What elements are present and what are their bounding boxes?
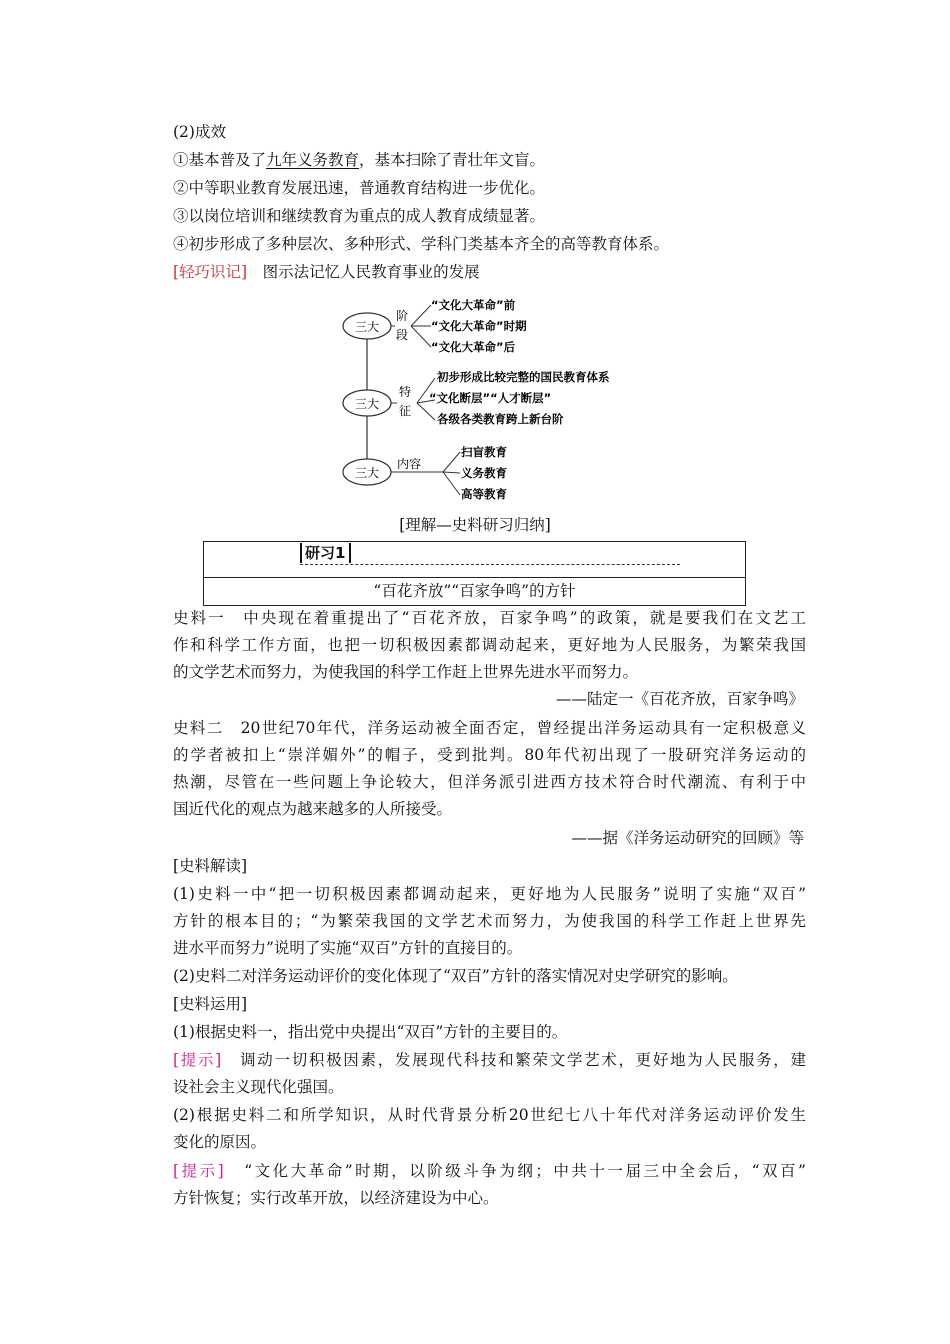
node-category: 阶 [396, 309, 409, 323]
interpretation-line: (2)史料二对洋务运动评价的变化体现了“双百”方针的落实情况对史学研究的影响。 [173, 967, 738, 985]
study-box-header [203, 541, 746, 577]
branch-text: 各级各类教育跨上新台阶 [437, 412, 564, 426]
node-category: 特 [399, 385, 412, 399]
interpretation-line: (1)史料一中“把一切积极因素都调动起来，更好地为人民服务”说明了实施“双百” [173, 885, 806, 903]
branch-text: “文化大革命”时期 [431, 319, 527, 333]
study-title: “百花齐放”“百家争鸣”的方针 [203, 577, 746, 606]
memory-line [173, 262, 480, 282]
interpretation-heading: [史料解读] [173, 857, 248, 875]
branch-text: “文化大革命”后 [431, 340, 516, 354]
branch-text: “文化断层”“人才断层” [429, 391, 552, 405]
education-diagram [335, 290, 655, 500]
hint-tag: [提示] [173, 1162, 224, 1180]
source1-citation: ——陆定一《百花齐放，百家争鸣》 [555, 690, 804, 708]
effects-item-2: ②中等职业教育发展迅速，普通教育结构进一步优化。 [173, 179, 546, 197]
node-label: 三大 [354, 397, 380, 411]
dashed-divider [300, 564, 680, 565]
node-category: 段 [396, 328, 409, 342]
answer-2-line: [提示] “文化大革命”时期，以阶级斗争为纲；中共十一届三中全会后，“双百” [173, 1162, 806, 1180]
source2-line: 史料二 20世纪70年代，洋务运动被全面否定，曾经提出洋务运动具有一定积极意义 [173, 719, 806, 737]
node-category: 征 [399, 404, 412, 418]
memory-text: 图示法记忆人民教育事业的发展 [262, 263, 480, 281]
branch-text: “文化大革命”前 [431, 298, 516, 312]
node-label: 三大 [354, 320, 380, 334]
source2-line: 热潮，尽管在一些问题上争论较大，但洋务派引进西方技术符合时代潮流、有利于中 [173, 773, 806, 791]
effects-heading: (2)成效 [173, 123, 226, 141]
effects-item-3: ③以岗位培训和继续教育为重点的成人教育成绩显著。 [173, 207, 546, 225]
source1-line: 作和科学工作方面，也把一切积极因素都调动起来，更好地为人民服务，为繁荣我国 [173, 636, 806, 654]
interpretation-line: 进水平而努力”说明了实施“双百”方针的直接目的。 [173, 939, 523, 957]
diagram-node-stage [343, 298, 527, 354]
question-2-line: 变化的原因。 [173, 1133, 267, 1151]
source2-line: 的学者被扣上“崇洋媚外”的帽子，受到批判。80年代初出现了一股研究洋务运动的 [173, 746, 806, 764]
study-tag: 研习1 [300, 543, 351, 563]
effects-item-4: ④初步形成了多种层次、多种形式、学科门类基本齐全的高等教育体系。 [173, 235, 670, 253]
question-1: (1)根据史料一，指出党中央提出“双百”方针的主要目的。 [173, 1023, 568, 1041]
answer-1-line: 设社会主义现代化强国。 [173, 1078, 344, 1096]
memory-tag: [轻巧识记] [173, 263, 248, 281]
source2-citation: ——据《洋务运动研究的回顾》等 [571, 829, 804, 847]
answer-2-line: 方针恢复；实行改革开放，以经济建设为中心。 [173, 1189, 499, 1207]
node-category: 内容 [397, 457, 422, 471]
hint-tag: [提示] [173, 1051, 222, 1069]
node-label: 三大 [354, 466, 380, 480]
diagram-node-content [343, 445, 507, 500]
branch-text: 扫盲教育 [461, 445, 507, 459]
section-caption: [理解—史料研习归纳] [399, 516, 551, 534]
source1-line: 史料一 中央现在着重提出了“百花齐放，百家争鸣”的政策，就是要我们在文艺工 [173, 609, 806, 627]
branch-text: 义务教育 [461, 466, 507, 480]
application-heading: [史料运用] [173, 995, 248, 1013]
question-2-line: (2)根据史料二和所学知识，从时代背景分析20世纪七八十年代对洋务运动评价发生 [173, 1106, 806, 1124]
interpretation-line: 方针的根本目的；“为繁荣我国的文学艺术而努力，为使我国的科学工作赶上世界先 [173, 912, 806, 930]
underlined-term: 九年义务教育 [266, 151, 360, 169]
answer-1-line: [提示] 调动一切积极因素，发展现代科技和繁荣文学艺术，更好地为人民服务，建 [173, 1051, 806, 1069]
branch-text: 高等教育 [461, 487, 507, 500]
effects-item-1: ①基本普及了九年义务教育，基本扫除了青壮年文盲。 [173, 151, 546, 169]
source2-line: 国近代化的观点为越来越多的人所接受。 [173, 800, 453, 818]
source1-line: 的文学艺术而努力，为使我国的科学工作赶上世界先进水平而努力。 [173, 663, 639, 681]
branch-text: 初步形成比较完整的国民教育体系 [437, 370, 610, 384]
diagram-node-feature [343, 370, 610, 426]
